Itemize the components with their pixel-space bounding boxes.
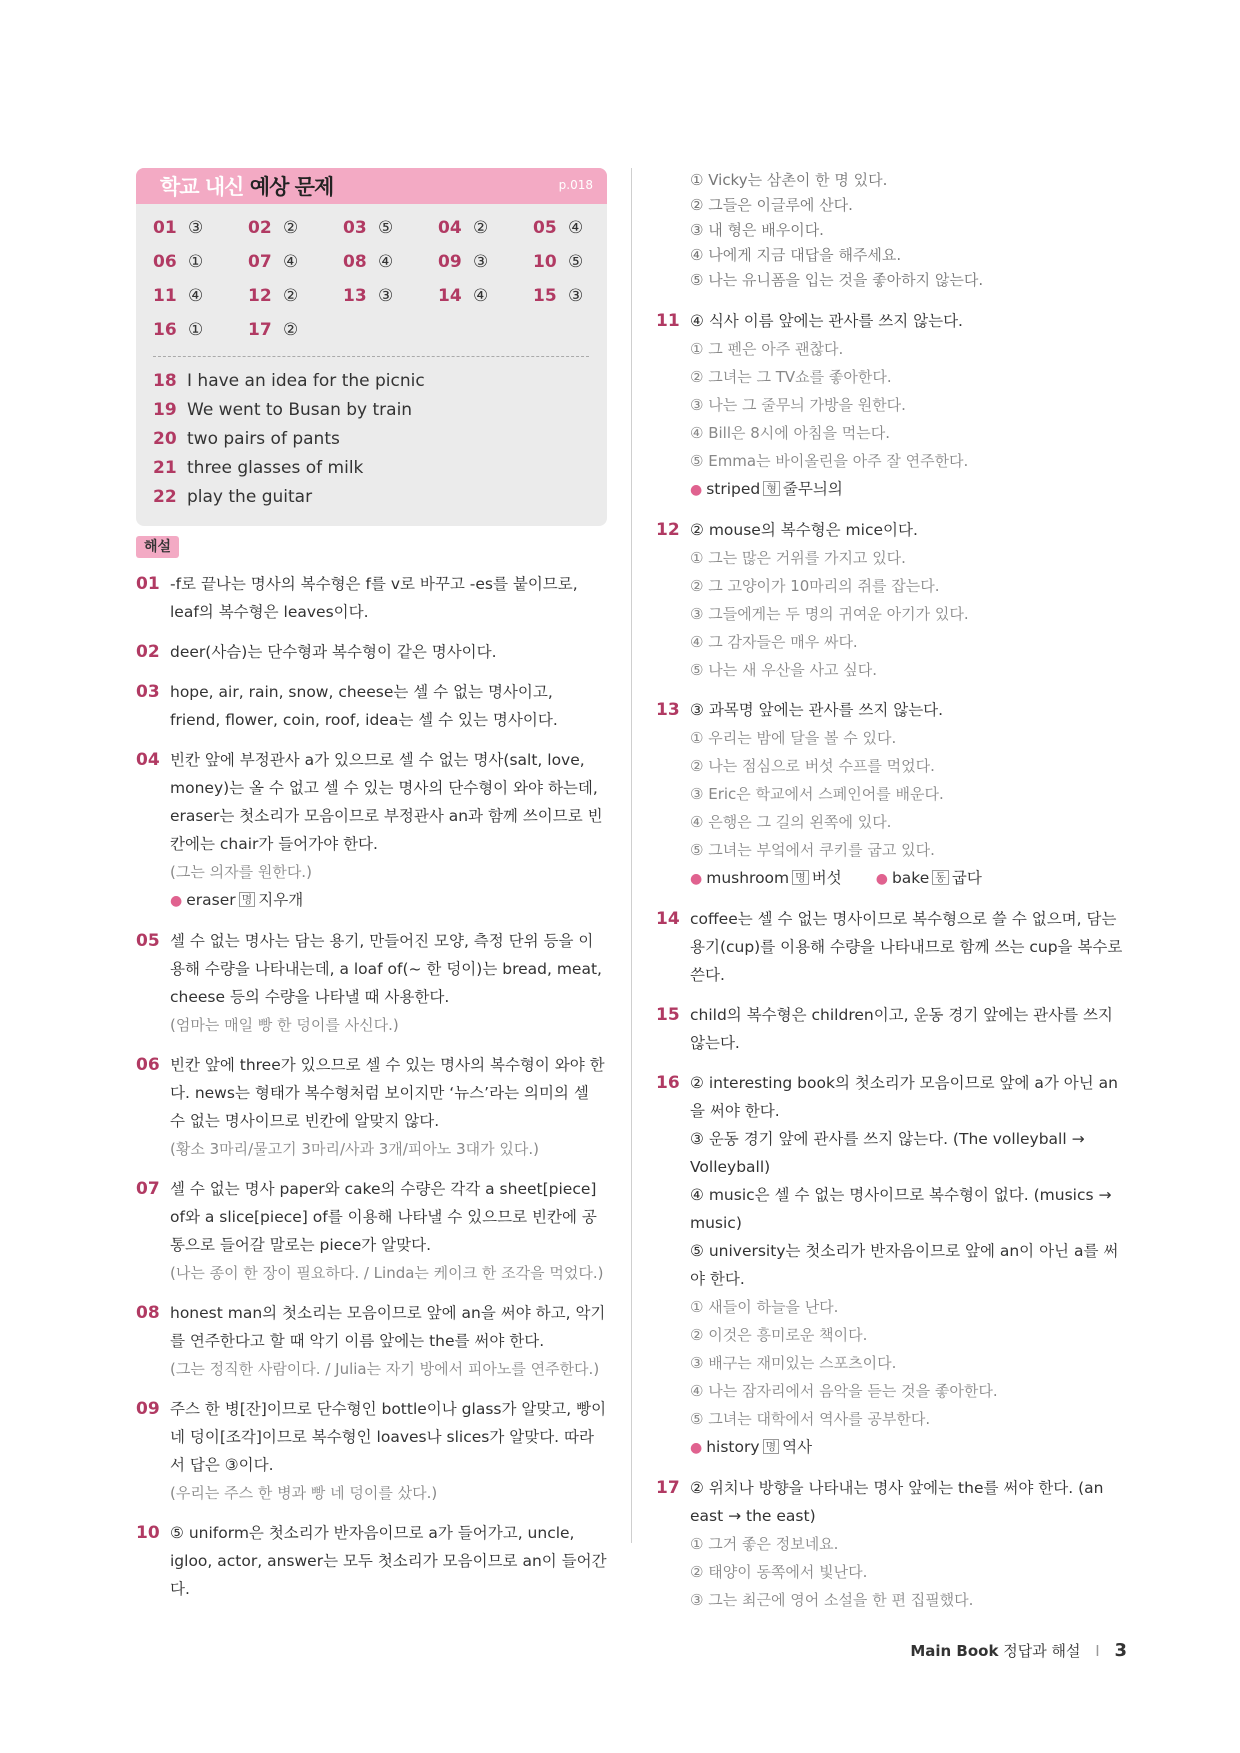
explanation-item bbox=[656, 307, 1126, 504]
answer-cell bbox=[153, 284, 248, 308]
subjective-answer-row bbox=[136, 483, 607, 512]
answer-number: 17 bbox=[248, 320, 272, 340]
q10-options bbox=[656, 168, 1126, 293]
item-number: 13 bbox=[656, 700, 680, 720]
answer-choice: ③ bbox=[188, 218, 204, 238]
explanation-item bbox=[136, 1051, 607, 1163]
option-translation: ② 그 고양이가 10마리의 쥐를 잡는다. bbox=[690, 577, 940, 595]
item-text: 빈칸 앞에 three가 있으므로 셀 수 있는 명사의 복수형이 와야 한다. news는 형태가 복수형처럼 보이지만 ‘뉴스’라는 의미의 셀 수 없는 명사이므로 빈칸에 알맞지 않다. bbox=[170, 1056, 605, 1130]
vocab-word: eraser bbox=[186, 891, 236, 909]
bullet-icon: ● bbox=[690, 1440, 703, 1456]
item-number: 15 bbox=[656, 1005, 680, 1025]
item-text: 셀 수 없는 명사 paper와 cake의 수량은 각각 a sheet[piece] of와 a slice[piece] of를 이용해 나타낼 수 있으므로 빈칸에 공통으로 들어갈 말로는 piece가 알맞다. bbox=[170, 1180, 597, 1254]
option-translation: ④ Bill은 8시에 아침을 먹는다. bbox=[690, 424, 891, 442]
item-number: 06 bbox=[136, 1055, 160, 1075]
item-translation: (엄마는 매일 빵 한 덩이를 사신다.) bbox=[170, 1016, 399, 1034]
answer-cell bbox=[533, 216, 607, 240]
answer-number: 13 bbox=[343, 286, 367, 306]
vocab-line bbox=[690, 1433, 1126, 1462]
item-text: ② mouse의 복수형은 mice이다. bbox=[690, 521, 918, 539]
item-text: honest man의 첫소리는 모음이므로 앞에 an을 써야 하고, 악기를 연주한다고 할 때 악기 이름 앞에는 the를 써야 한다. bbox=[170, 1304, 606, 1350]
item-text: ④ 식사 이름 앞에는 관사를 쓰지 않는다. bbox=[690, 312, 963, 330]
vocab-pos: 명 bbox=[792, 870, 809, 885]
option-translation: ④ 그 감자들은 매우 싸다. bbox=[690, 633, 858, 651]
vocab-meaning: 지우개 bbox=[258, 891, 304, 909]
answer-choice: ③ bbox=[378, 286, 394, 306]
item-number: 07 bbox=[136, 1179, 160, 1199]
footer-separator: I bbox=[1095, 1642, 1100, 1660]
vocab-line bbox=[690, 475, 1126, 504]
explanation-item bbox=[136, 678, 607, 734]
answer-cell bbox=[343, 284, 438, 308]
answer-cell bbox=[248, 250, 343, 274]
item-translation: (우리는 주스 한 병과 빵 네 덩이를 샀다.) bbox=[170, 1484, 438, 1502]
item-text: ③ 과목명 앞에는 관사를 쓰지 않는다. bbox=[690, 701, 944, 719]
option-translation: ② 그녀는 그 TV쇼를 좋아한다. bbox=[690, 368, 892, 386]
vocab-pos: 동 bbox=[932, 870, 949, 885]
footer-label: 정답과 해설 bbox=[1003, 1642, 1081, 1660]
subjective-text: play the guitar bbox=[187, 487, 313, 507]
column-divider bbox=[631, 168, 632, 1543]
section-title-part1: 학교 내신 bbox=[160, 175, 244, 199]
item-translation: (나는 종이 한 장이 필요하다. / Linda는 케이크 한 조각을 먹었다.) bbox=[170, 1264, 604, 1282]
option-translation: ① 새들이 하늘을 난다. bbox=[690, 1298, 839, 1316]
answer-choice: ⑤ bbox=[378, 218, 394, 238]
answer-cell bbox=[343, 216, 438, 240]
left-column bbox=[136, 168, 607, 1615]
item-number: 05 bbox=[136, 931, 160, 951]
vocab-word: history bbox=[706, 1438, 760, 1456]
right-explanations bbox=[656, 307, 1126, 1614]
item-text: hope, air, rain, snow, cheese는 셀 수 없는 명사이고, friend, flower, coin, roof, idea는 셀 수 있는 명사이다. bbox=[170, 683, 558, 729]
vocab-line bbox=[690, 864, 1126, 893]
item-text: 빈칸 앞에 부정관사 a가 있으므로 셀 수 없는 명사(salt, love, money)는 올 수 없고 셀 수 있는 명사의 단수형이 와야 하는데, eraser는 첫소리가 모음이므로 부정관사 an과 함께 쓰이므로 빈칸에는 chair가 들어가야 한다. bbox=[170, 751, 603, 853]
dotted-divider bbox=[153, 356, 589, 357]
vocab-word: mushroom bbox=[706, 869, 790, 887]
answer-number: 05 bbox=[533, 218, 557, 238]
option-translation: ③ 그들에게는 두 명의 귀여운 아기가 있다. bbox=[690, 605, 969, 623]
answer-cell bbox=[438, 284, 533, 308]
page-number: 3 bbox=[1114, 1640, 1127, 1661]
item-text: ② interesting book의 첫소리가 모음이므로 앞에 a가 아닌 an을 써야 한다. bbox=[690, 1074, 1118, 1120]
answer-choice: ④ bbox=[378, 252, 394, 272]
bullet-icon: ● bbox=[690, 871, 703, 887]
answer-box bbox=[136, 168, 607, 526]
answer-number: 10 bbox=[533, 252, 557, 272]
answer-cell bbox=[438, 216, 533, 240]
item-number: 16 bbox=[656, 1073, 680, 1093]
item-number: 02 bbox=[136, 642, 160, 662]
vocab-pos: 명 bbox=[239, 892, 256, 907]
subjective-answer-row bbox=[136, 425, 607, 454]
option-translation: ① 우리는 밤에 달을 볼 수 있다. bbox=[690, 729, 897, 747]
page-footer bbox=[910, 1640, 1127, 1661]
option-translation: ⑤ 그녀는 대학에서 역사를 공부한다. bbox=[690, 1410, 931, 1428]
explanation-item bbox=[656, 905, 1126, 989]
answer-number: 04 bbox=[438, 218, 462, 238]
subjective-text: I have an idea for the picnic bbox=[187, 371, 425, 391]
explanation-item bbox=[136, 1175, 607, 1287]
item-text: child의 복수형은 children이고, 운동 경기 앞에는 관사를 쓰지 않는다. bbox=[690, 1006, 1113, 1052]
option-translation: ④ 나는 잠자리에서 음악을 듣는 것을 좋아한다. bbox=[690, 1382, 998, 1400]
option-translation: ④ 은행은 그 길의 왼쪽에 있다. bbox=[690, 813, 892, 831]
answer-choice: ④ bbox=[473, 286, 489, 306]
answer-choice: ④ bbox=[283, 252, 299, 272]
section-title bbox=[160, 171, 333, 201]
answer-number: 11 bbox=[153, 286, 177, 306]
explanation-item bbox=[136, 927, 607, 1039]
subjective-text: three glasses of milk bbox=[187, 458, 364, 478]
bullet-icon: ● bbox=[170, 893, 183, 909]
answer-choice: ③ bbox=[568, 286, 584, 306]
item-text: ⑤ uniform은 첫소리가 반자음이므로 a가 들어가고, uncle, igloo, actor, answer는 모두 첫소리가 모음이므로 an이 들어간다. bbox=[170, 1524, 607, 1598]
vocab-meaning: 굽다 bbox=[951, 869, 982, 887]
vocab-pos: 형 bbox=[763, 481, 780, 496]
subjective-answer-row bbox=[136, 367, 607, 396]
explanation-item bbox=[136, 570, 607, 626]
answer-cell bbox=[533, 284, 607, 308]
bullet-icon: ● bbox=[875, 871, 888, 887]
explanation-item bbox=[136, 746, 607, 915]
answer-choice: ② bbox=[473, 218, 489, 238]
option-translation: ③ 그는 최근에 영어 소설을 한 편 집필했다. bbox=[690, 1591, 974, 1609]
bullet-icon: ● bbox=[690, 482, 703, 498]
subjective-number: 22 bbox=[153, 487, 177, 507]
section-title-part2: 예상 문제 bbox=[249, 175, 334, 199]
subjective-number: 19 bbox=[153, 400, 177, 420]
option-translation: ③ 배구는 재미있는 스포츠이다. bbox=[690, 1354, 897, 1372]
answer-number: 06 bbox=[153, 252, 177, 272]
vocab-line bbox=[170, 886, 607, 915]
answer-cell bbox=[248, 216, 343, 240]
subjective-text: We went to Busan by train bbox=[187, 400, 413, 420]
answer-cell bbox=[153, 318, 248, 342]
answer-box-header bbox=[136, 168, 607, 204]
answer-choice: ② bbox=[283, 286, 299, 306]
vocab-meaning: 버섯 bbox=[811, 869, 842, 887]
option-translation: ② 태양이 동쪽에서 빛난다. bbox=[690, 1563, 868, 1581]
explanation-tag: 해설 bbox=[136, 536, 179, 558]
page-reference: p.018 bbox=[558, 178, 593, 192]
item-translation: (그는 정직한 사람이다. / Julia는 자기 방에서 피아노를 연주한다.) bbox=[170, 1360, 600, 1378]
subjective-number: 18 bbox=[153, 371, 177, 391]
answer-cell bbox=[153, 250, 248, 274]
option-translation: ① Vicky는 삼촌이 한 명 있다. bbox=[690, 171, 888, 189]
item-number: 14 bbox=[656, 909, 680, 929]
option-translation: ③ 나는 그 줄무늬 가방을 원한다. bbox=[690, 396, 906, 414]
explanation-item bbox=[656, 1001, 1126, 1057]
option-translation: ② 나는 점심으로 버섯 수프를 먹었다. bbox=[690, 757, 935, 775]
option-translation: ③ Eric은 학교에서 스페인어를 배운다. bbox=[690, 785, 944, 803]
explanation-item bbox=[136, 1395, 607, 1507]
answer-cell bbox=[343, 250, 438, 274]
item-text: -f로 끝나는 명사의 복수형은 f를 v로 바꾸고 -es를 붙이므로, leaf의 복수형은 leaves이다. bbox=[170, 575, 578, 621]
answer-cell bbox=[248, 284, 343, 308]
answer-number: 03 bbox=[343, 218, 367, 238]
left-explanations bbox=[136, 570, 607, 1603]
answer-choice: ③ bbox=[473, 252, 489, 272]
answer-number: 07 bbox=[248, 252, 272, 272]
item-number: 01 bbox=[136, 574, 160, 594]
answer-number: 09 bbox=[438, 252, 462, 272]
item-note: ③ 운동 경기 앞에 관사를 쓰지 않는다. (The volleyball → Volleyball) bbox=[690, 1130, 1085, 1176]
item-text: 주스 한 병[잔]이므로 단수형인 bottle이나 glass가 알맞고, 빵이 네 덩이[조각]이므로 복수형인 loaves나 slices가 알맞다. 따라서 답은 ③이다. bbox=[170, 1400, 607, 1474]
answer-choice: ① bbox=[188, 252, 204, 272]
vocab-meaning: 역사 bbox=[782, 1438, 813, 1456]
answer-choice: ⑤ bbox=[568, 252, 584, 272]
option-translation: ① 그 펜은 아주 괜찮다. bbox=[690, 340, 844, 358]
explanation-item bbox=[656, 696, 1126, 893]
explanation-item bbox=[136, 638, 607, 666]
answer-cell bbox=[248, 318, 343, 342]
vocab-word: striped bbox=[706, 480, 761, 498]
subjective-answer-row bbox=[136, 396, 607, 425]
answer-cell bbox=[153, 216, 248, 240]
item-number: 09 bbox=[136, 1399, 160, 1419]
item-text: coffee는 셀 수 없는 명사이므로 복수형으로 쓸 수 없으며, 담는 용기(cup)를 이용해 수량을 나타내므로 함께 쓰는 cup을 복수로 쓴다. bbox=[690, 910, 1123, 984]
option-translation: ⑤ 나는 유니폼을 입는 것을 좋아하지 않는다. bbox=[690, 271, 984, 289]
answer-cell bbox=[533, 250, 607, 274]
subjective-text: two pairs of pants bbox=[187, 429, 340, 449]
answer-choice: ② bbox=[283, 218, 299, 238]
answer-number: 08 bbox=[343, 252, 367, 272]
explanation-item bbox=[656, 1474, 1126, 1614]
subjective-number: 20 bbox=[153, 429, 177, 449]
answer-number: 16 bbox=[153, 320, 177, 340]
option-translation: ② 그들은 이글루에 산다. bbox=[690, 196, 853, 214]
answer-number: 02 bbox=[248, 218, 272, 238]
answer-choice: ④ bbox=[188, 286, 204, 306]
vocab-word: bake bbox=[891, 869, 930, 887]
item-note: ⑤ university는 첫소리가 반자음이므로 앞에 an이 아닌 a를 써야 한다. bbox=[690, 1242, 1119, 1288]
item-translation: (황소 3마리/물고기 3마리/사과 3개/피아노 3대가 있다.) bbox=[170, 1140, 539, 1158]
answer-choice: ④ bbox=[568, 218, 584, 238]
item-translation: (그는 의자를 원한다.) bbox=[170, 863, 312, 881]
option-translation: ⑤ 그녀는 부엌에서 쿠키를 굽고 있다. bbox=[690, 841, 935, 859]
answer-choice: ① bbox=[188, 320, 204, 340]
footer-book: Main Book bbox=[910, 1642, 999, 1660]
item-number: 03 bbox=[136, 682, 160, 702]
item-text: 셀 수 없는 명사는 담는 용기, 만들어진 모양, 측정 단위 등을 이용해 수량을 나타내는데, a loaf of(~ 한 덩이)는 bread, meat, cheese 등의 수량을 나타낼 때 사용한다. bbox=[170, 932, 602, 1006]
item-text: deer(사슴)는 단수형과 복수형이 같은 명사이다. bbox=[170, 643, 497, 661]
vocab-pos: 명 bbox=[763, 1439, 780, 1454]
item-note: ④ music은 셀 수 없는 명사이므로 복수형이 없다. (musics → music) bbox=[690, 1186, 1112, 1232]
subjective-number: 21 bbox=[153, 458, 177, 478]
answer-number: 01 bbox=[153, 218, 177, 238]
answer-number: 15 bbox=[533, 286, 557, 306]
vocab-meaning: 줄무늬의 bbox=[782, 480, 843, 498]
explanation-item bbox=[136, 1299, 607, 1383]
answer-number: 14 bbox=[438, 286, 462, 306]
option-translation: ④ 나에게 지금 대답을 해주세요. bbox=[690, 246, 902, 264]
subjective-answers bbox=[136, 367, 607, 512]
option-translation: ⑤ Emma는 바이올린을 아주 잘 연주한다. bbox=[690, 452, 969, 470]
right-column bbox=[656, 168, 1126, 1626]
option-translation: ① 그거 좋은 정보네요. bbox=[690, 1535, 839, 1553]
explanation-item bbox=[656, 516, 1126, 684]
item-number: 12 bbox=[656, 520, 680, 540]
option-translation: ③ 내 형은 배우이다. bbox=[690, 221, 824, 239]
item-number: 04 bbox=[136, 750, 160, 770]
item-number: 10 bbox=[136, 1523, 160, 1543]
item-number: 17 bbox=[656, 1478, 680, 1498]
answer-choice: ② bbox=[283, 320, 299, 340]
explanation-item bbox=[136, 1519, 607, 1603]
answer-grid bbox=[136, 204, 607, 342]
option-translation: ② 이것은 흥미로운 책이다. bbox=[690, 1326, 868, 1344]
option-translation: ① 그는 많은 거위를 가지고 있다. bbox=[690, 549, 906, 567]
explanation-item bbox=[656, 1069, 1126, 1462]
option-translation: ⑤ 나는 새 우산을 사고 싶다. bbox=[690, 661, 877, 679]
answer-number: 12 bbox=[248, 286, 272, 306]
answer-cell bbox=[438, 250, 533, 274]
item-number: 11 bbox=[656, 311, 680, 331]
item-text: ② 위치나 방향을 나타내는 명사 앞에는 the를 써야 한다. (an east → the east) bbox=[690, 1479, 1104, 1525]
item-number: 08 bbox=[136, 1303, 160, 1323]
subjective-answer-row bbox=[136, 454, 607, 483]
